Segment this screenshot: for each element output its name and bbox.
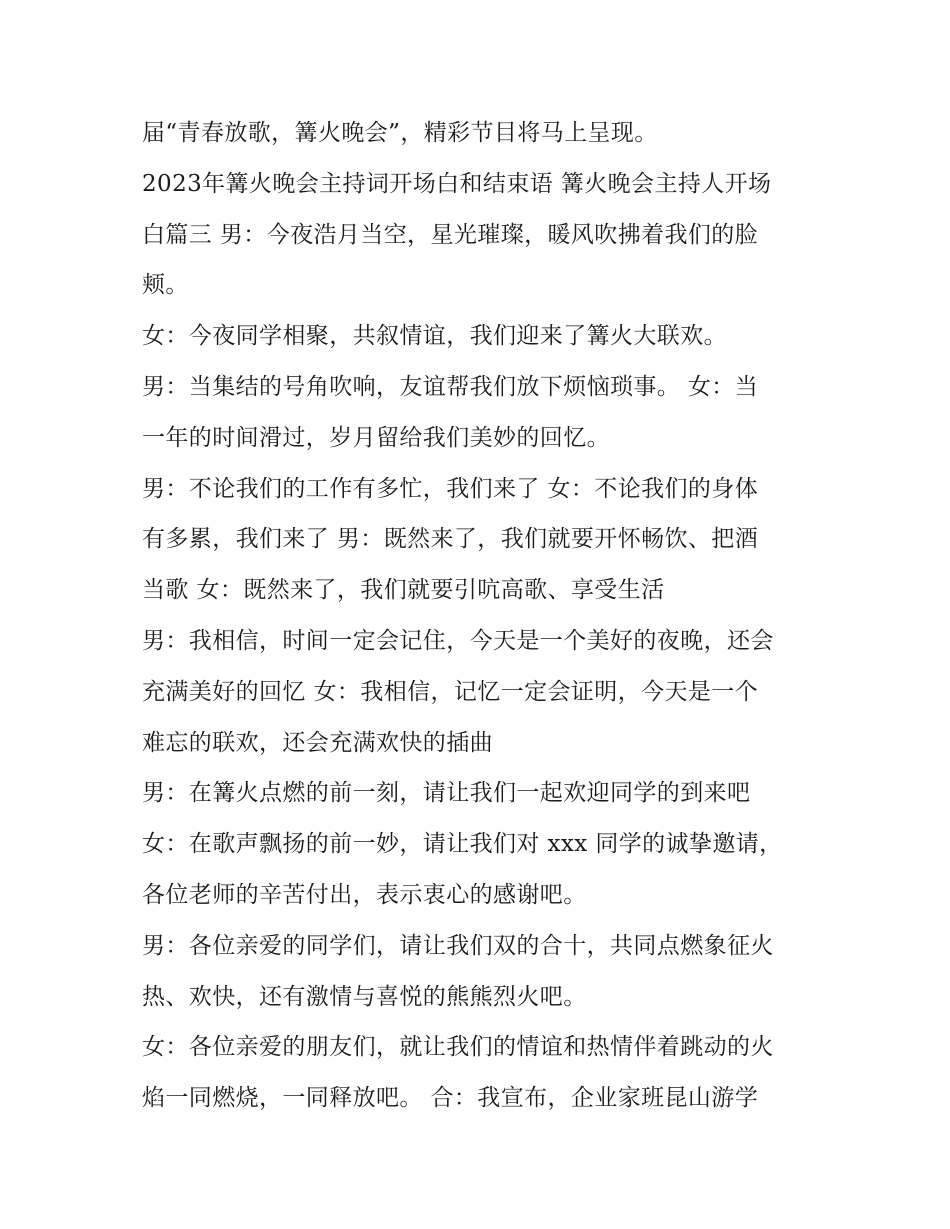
text-line: 一年的时间滑过，岁月留给我们美妙的回忆。 [142, 424, 610, 451]
text-line: 各位老师的辛苦付出，表示衷心的感谢吧。 [142, 881, 587, 908]
text-line: 2023年篝火晚会主持词开场白和结束语 篝火晚会主持人开场 [142, 170, 772, 197]
text-line: 有多累，我们来了 男：既然来了，我们就要开怀畅饮、把酒 [142, 526, 759, 553]
text-line: 男：各位亲爱的同学们，请让我们双的合十，共同点燃象征火 [142, 932, 774, 959]
text-line: 焰一同燃烧，一同释放吧。 合：我宣布，企业家班昆山游学 [142, 1085, 759, 1112]
text-line: 当歌 女：既然来了，我们就要引吭高歌、享受生活 [142, 577, 665, 604]
text-line: 男：不论我们的工作有多忙，我们来了 女：不论我们的身体 [142, 475, 759, 502]
text-line: 男：当集结的号角吹响，友谊帮我们放下烦恼琐事。 女：当 [142, 373, 759, 400]
text-line: 难忘的联欢，还会充满欢快的插曲 [142, 729, 493, 756]
text-line: 白篇三 男：今夜浩月当空，星光璀璨，暖风吹拂着我们的脸 [142, 221, 759, 248]
document-page [142, 108, 822, 1124]
text-line: 女：在歌声飘扬的前一妙，请让我们对 xxx 同学的诚挚邀请， [142, 831, 783, 858]
text-line: 颊。 [142, 272, 189, 299]
text-line: 热、欢快，还有激情与喜悦的熊熊烈火吧。 [142, 983, 587, 1010]
text-line: 男：我相信，时间一定会记住，今天是一个美好的夜晚，还会 [142, 627, 774, 654]
text-line: 女：各位亲爱的朋友们，就让我们的情谊和热情伴着跳动的火 [142, 1034, 774, 1061]
text-line: 女：今夜同学相聚，共叙情谊，我们迎来了篝火大联欢。 [142, 323, 727, 350]
text-line: 男：在篝火点燃的前一刻，请让我们一起欢迎同学的到来吧 [142, 780, 751, 807]
text-line: 充满美好的回忆 女：我相信，记忆一定会证明，今天是一个 [142, 678, 759, 705]
text-line: 届“青春放歌，篝火晚会”，精彩节目将马上呈现。 [142, 120, 658, 146]
